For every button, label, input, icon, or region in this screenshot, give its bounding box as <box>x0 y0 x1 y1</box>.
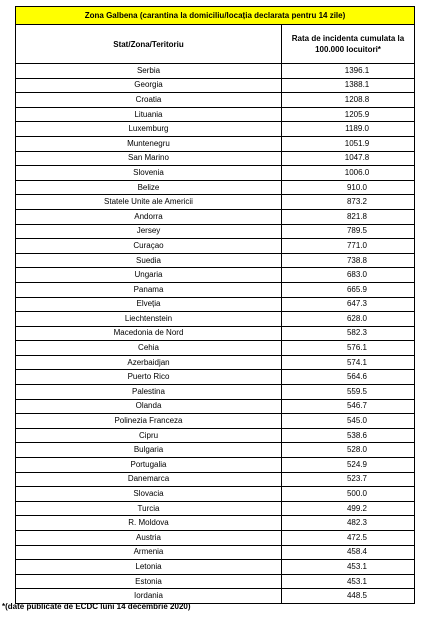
table-row <box>16 297 415 312</box>
country-name-cell: Polinezia Franceza <box>16 414 282 429</box>
table-header-row <box>16 25 415 64</box>
incidence-rate-cell: 545.0 <box>282 414 415 429</box>
table-row <box>16 224 415 239</box>
table-row <box>16 341 415 356</box>
incidence-rate-cell: 453.1 <box>282 560 415 575</box>
incidence-rate-cell: 546.7 <box>282 399 415 414</box>
incidence-rate-cell: 538.6 <box>282 428 415 443</box>
country-name-cell: Croatia <box>16 93 282 108</box>
table-row <box>16 516 415 531</box>
table-row <box>16 209 415 224</box>
incidence-rate-cell: 910.0 <box>282 180 415 195</box>
incidence-rate-cell: 683.0 <box>282 268 415 283</box>
incidence-rate-cell: 500.0 <box>282 487 415 502</box>
country-name-cell: Lituania <box>16 107 282 122</box>
table-row <box>16 268 415 283</box>
table-row <box>16 282 415 297</box>
table-row <box>16 107 415 122</box>
country-name-cell: Curaçao <box>16 239 282 254</box>
table-row <box>16 166 415 181</box>
incidence-rate-cell: 499.2 <box>282 501 415 516</box>
country-name-cell: Liechtenstein <box>16 312 282 327</box>
country-name-cell: Jersey <box>16 224 282 239</box>
country-name-cell: Elveția <box>16 297 282 312</box>
yellow-zone-table-container <box>15 6 414 604</box>
table-title: Zona Galbena (carantina la domiciliu/locația declarata pentru 14 zile) <box>16 7 415 25</box>
table-row <box>16 64 415 79</box>
table-row <box>16 414 415 429</box>
incidence-rate-cell: 528.0 <box>282 443 415 458</box>
incidence-rate-cell: 523.7 <box>282 472 415 487</box>
incidence-rate-cell: 1208.8 <box>282 93 415 108</box>
incidence-rate-cell: 665.9 <box>282 282 415 297</box>
column-header-country: Stat/Zona/Teritoriu <box>16 25 282 64</box>
country-name-cell: Cehia <box>16 341 282 356</box>
incidence-rate-cell: 1051.9 <box>282 136 415 151</box>
country-name-cell: San Marino <box>16 151 282 166</box>
table-row <box>16 253 415 268</box>
column-header-incidence-rate: Rata de incidenta cumulata la 100.000 locuitori* <box>282 25 415 64</box>
incidence-rate-cell: 1189.0 <box>282 122 415 137</box>
table-row <box>16 574 415 589</box>
country-name-cell: Portugalia <box>16 458 282 473</box>
incidence-rate-cell: 647.3 <box>282 297 415 312</box>
country-name-cell: Danemarca <box>16 472 282 487</box>
table-row <box>16 385 415 400</box>
country-name-cell: Bulgaria <box>16 443 282 458</box>
incidence-rate-cell: 873.2 <box>282 195 415 210</box>
country-name-cell: Letonia <box>16 560 282 575</box>
incidence-rate-cell: 628.0 <box>282 312 415 327</box>
footnote: *(date publicate de ECDC luni 14 decembrie 2020) <box>2 602 191 611</box>
incidence-rate-cell: 574.1 <box>282 355 415 370</box>
incidence-rate-cell: 453.1 <box>282 574 415 589</box>
country-name-cell: Austria <box>16 531 282 546</box>
incidence-rate-cell: 738.8 <box>282 253 415 268</box>
table-row <box>16 472 415 487</box>
country-name-cell: Slovacia <box>16 487 282 502</box>
incidence-rate-cell: 821.8 <box>282 209 415 224</box>
country-name-cell: Belize <box>16 180 282 195</box>
country-name-cell: Panama <box>16 282 282 297</box>
incidence-rate-cell: 1006.0 <box>282 166 415 181</box>
incidence-rate-cell: 1388.1 <box>282 78 415 93</box>
table-title-row <box>16 7 415 25</box>
table-row <box>16 78 415 93</box>
country-name-cell: Olanda <box>16 399 282 414</box>
country-name-cell: Azerbaidjan <box>16 355 282 370</box>
country-name-cell: Estonia <box>16 574 282 589</box>
incidence-rate-cell: 482.3 <box>282 516 415 531</box>
country-name-cell: Muntenegru <box>16 136 282 151</box>
table-row <box>16 458 415 473</box>
yellow-zone-table <box>15 6 415 604</box>
table-row <box>16 93 415 108</box>
country-name-cell: Cipru <box>16 428 282 443</box>
table-row <box>16 326 415 341</box>
incidence-rate-cell: 458.4 <box>282 545 415 560</box>
country-name-cell: Iordania <box>16 589 282 604</box>
incidence-rate-cell: 1047.8 <box>282 151 415 166</box>
country-name-cell: Georgia <box>16 78 282 93</box>
country-name-cell: Turcia <box>16 501 282 516</box>
incidence-rate-cell: 559.5 <box>282 385 415 400</box>
country-name-cell: Suedia <box>16 253 282 268</box>
table-body <box>16 7 415 604</box>
table-row <box>16 545 415 560</box>
incidence-rate-cell: 448.5 <box>282 589 415 604</box>
table-row <box>16 136 415 151</box>
table-row <box>16 501 415 516</box>
incidence-rate-cell: 582.3 <box>282 326 415 341</box>
table-row <box>16 355 415 370</box>
country-name-cell: Palestina <box>16 385 282 400</box>
table-row <box>16 180 415 195</box>
country-name-cell: Puerto Rico <box>16 370 282 385</box>
table-row <box>16 443 415 458</box>
incidence-rate-cell: 564.6 <box>282 370 415 385</box>
table-row <box>16 560 415 575</box>
table-row <box>16 151 415 166</box>
incidence-rate-cell: 789.5 <box>282 224 415 239</box>
country-name-cell: Macedonia de Nord <box>16 326 282 341</box>
table-row <box>16 312 415 327</box>
table-row <box>16 122 415 137</box>
incidence-rate-cell: 771.0 <box>282 239 415 254</box>
table-row <box>16 487 415 502</box>
table-row <box>16 370 415 385</box>
country-name-cell: Andorra <box>16 209 282 224</box>
country-name-cell: Armenia <box>16 545 282 560</box>
table-row <box>16 239 415 254</box>
table-row <box>16 399 415 414</box>
table-row <box>16 428 415 443</box>
incidence-rate-cell: 1205.9 <box>282 107 415 122</box>
incidence-rate-cell: 1396.1 <box>282 64 415 79</box>
table-row <box>16 531 415 546</box>
incidence-rate-cell: 576.1 <box>282 341 415 356</box>
country-name-cell: R. Moldova <box>16 516 282 531</box>
country-name-cell: Luxemburg <box>16 122 282 137</box>
country-name-cell: Slovenia <box>16 166 282 181</box>
country-name-cell: Statele Unite ale Americii <box>16 195 282 210</box>
incidence-rate-cell: 524.9 <box>282 458 415 473</box>
table-row <box>16 195 415 210</box>
country-name-cell: Ungaria <box>16 268 282 283</box>
country-name-cell: Serbia <box>16 64 282 79</box>
incidence-rate-cell: 472.5 <box>282 531 415 546</box>
